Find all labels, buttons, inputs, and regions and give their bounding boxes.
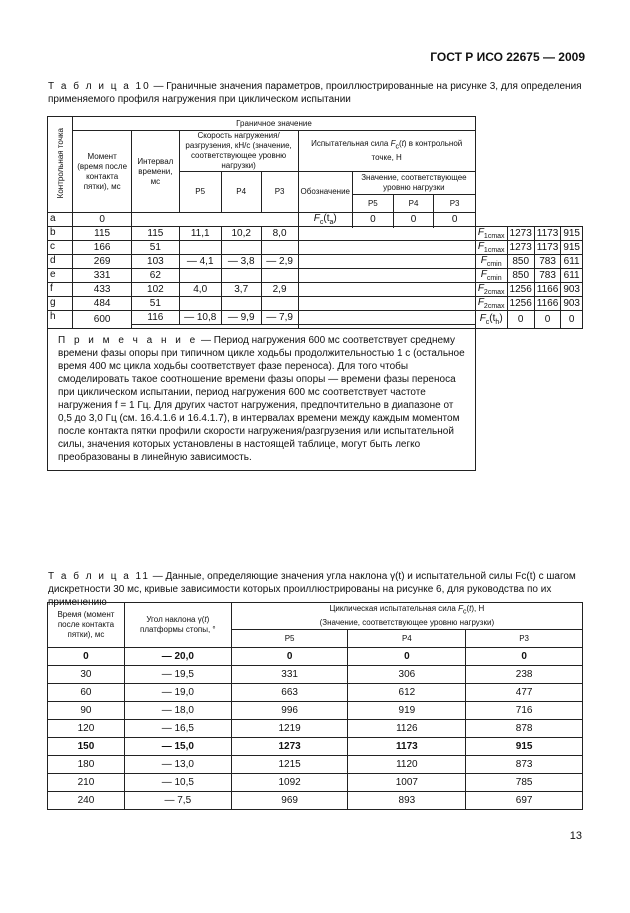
rate-p3-cell <box>261 269 298 283</box>
table-11 <box>47 602 583 810</box>
rate-p3: P3 <box>261 172 298 213</box>
force-p4-cell: 893 <box>348 792 466 810</box>
time-cell: 0 <box>48 648 125 666</box>
angle-cell: — 15,0 <box>124 738 231 756</box>
designation-cell: $F_c(t_a)$ <box>298 213 352 227</box>
rate-p5-cell <box>179 297 221 311</box>
value-p4-cell: 0 <box>534 311 561 329</box>
note-label: П р и м е ч а н и е <box>58 335 199 346</box>
interval-cell: 51 <box>132 297 180 311</box>
rate-p4-cell <box>221 297 261 311</box>
designation-cell: $F_{1cmax}$ <box>475 241 507 255</box>
table-row <box>48 213 583 227</box>
designation-cell: $F_{cmin}$ <box>475 255 507 269</box>
col-values: Значение, соответствующее уровню нагрузки <box>353 172 476 195</box>
table11-label: Т а б л и ц а 11 <box>48 571 150 582</box>
moment-cell: 115 <box>73 227 132 241</box>
rate-p3-cell <box>261 241 298 255</box>
force-p4-cell: 306 <box>348 666 466 684</box>
rate-p5-cell: — 4,1 <box>179 255 221 269</box>
force-p5-cell: 1215 <box>231 756 348 774</box>
value-p3-cell: 611 <box>561 269 583 283</box>
rate-p4-cell <box>221 241 261 255</box>
angle-cell: — 18,0 <box>124 702 231 720</box>
designation-cell: $F_{cmin}$ <box>475 269 507 283</box>
rate-p5-cell <box>179 241 221 255</box>
value-p5-cell: 1256 <box>507 283 534 297</box>
value-p4-cell: 783 <box>534 269 561 283</box>
empty-cell <box>298 227 475 241</box>
force-p4: P4 <box>393 195 434 213</box>
value-p4-cell: 1173 <box>534 227 561 241</box>
force-p3: P3 <box>434 195 475 213</box>
rate-p4: P4 <box>221 172 261 213</box>
interval-cell: 62 <box>132 269 180 283</box>
table11-title: — Данные, определяющие значения угла наклона γ(t) и испытательной силы Fc(t) с шагом дискретности 30 мс, кривые зависимости которых проиллюстрированы на рисунке 6, для руководства по их применению <box>48 571 576 608</box>
time-cell: 240 <box>48 792 125 810</box>
level-p4: P4 <box>348 630 466 648</box>
force-p3-cell: 697 <box>466 792 583 810</box>
value-p4-cell: 0 <box>393 213 434 227</box>
angle-cell: — 19,5 <box>124 666 231 684</box>
value-p3-cell: 611 <box>561 255 583 269</box>
value-p3-cell: 903 <box>561 283 583 297</box>
table10-label: Т а б л и ц а 10 <box>48 81 151 92</box>
table-row <box>48 738 583 756</box>
table10-caption <box>48 80 584 106</box>
empty-cell <box>298 241 475 255</box>
col-moment: Момент (время после контакта пятки), мс <box>73 131 132 213</box>
value-p5-cell: 0 <box>507 311 534 329</box>
designation-cell: $F_{2cmax}$ <box>475 297 507 311</box>
value-p3-cell: 0 <box>561 311 583 329</box>
moment-cell: 166 <box>73 241 132 255</box>
table-row <box>48 720 583 738</box>
force-p3-cell: 873 <box>466 756 583 774</box>
col-rate: Скорость нагружения/разгрузения, кН/с (значение, соответствующее уровню нагрузки) <box>179 131 298 172</box>
force-p3-cell: 878 <box>466 720 583 738</box>
moment-cell: 331 <box>73 269 132 283</box>
level-p5: P5 <box>231 630 348 648</box>
rate-p3-cell: 8,0 <box>261 227 298 241</box>
rate-p4-cell: 3,7 <box>221 283 261 297</box>
table-row <box>48 269 583 283</box>
col-time: Время (момент после контакта пятки), мс <box>48 603 125 648</box>
table-row <box>48 227 583 241</box>
moment-cell: 0 <box>73 213 132 227</box>
force-p5-cell: 1092 <box>231 774 348 792</box>
force-p5-cell: 663 <box>231 684 348 702</box>
value-p5-cell: 1273 <box>507 227 534 241</box>
interval-cell: 115 <box>132 227 180 241</box>
table-row <box>48 774 583 792</box>
force-p3-cell: 0 <box>466 648 583 666</box>
table-10 <box>47 116 583 471</box>
col-limit-value: Граничное значение <box>73 117 476 131</box>
moment-cell: 433 <box>73 283 132 297</box>
point-cell: a <box>48 213 73 227</box>
point-cell: c <box>48 241 73 255</box>
force-p5-cell: 331 <box>231 666 348 684</box>
rate-p3-cell: — 7,9 <box>261 311 298 325</box>
table-row <box>48 702 583 720</box>
point-cell: b <box>48 227 73 241</box>
value-p4-cell: 1173 <box>534 241 561 255</box>
time-cell: 90 <box>48 702 125 720</box>
col-angle: Угол наклона γ(t) платформы стопы, ° <box>124 603 231 648</box>
force-p3-cell: 915 <box>466 738 583 756</box>
value-p5-cell: 850 <box>507 269 534 283</box>
value-p4-cell: 1166 <box>534 297 561 311</box>
time-cell: 210 <box>48 774 125 792</box>
interval-cell: 116 <box>132 311 180 325</box>
force-p5-cell: 1219 <box>231 720 348 738</box>
rate-p4-cell <box>221 269 261 283</box>
table-row <box>48 241 583 255</box>
time-cell: 30 <box>48 666 125 684</box>
force-p4-cell: 919 <box>348 702 466 720</box>
designation-cell: $F_{2cmax}$ <box>475 283 507 297</box>
rate-p5-cell <box>179 269 221 283</box>
force-p3-cell: 785 <box>466 774 583 792</box>
col-control-point: Контрольная точка <box>48 117 73 213</box>
force-p5: P5 <box>353 195 394 213</box>
force-p4-cell: 1126 <box>348 720 466 738</box>
value-p5-cell: 1256 <box>507 297 534 311</box>
rate-p5: P5 <box>179 172 221 213</box>
table-row <box>48 311 583 325</box>
point-cell: f <box>48 283 73 297</box>
angle-cell: — 7,5 <box>124 792 231 810</box>
empty-cell <box>132 213 298 227</box>
table10-title: — Граничные значения параметров, проиллюстрированные на рисунке 3, для определения применяемого профиля нагружения при циклическом испытании <box>48 81 582 105</box>
force-p3-cell: 238 <box>466 666 583 684</box>
point-cell: e <box>48 269 73 283</box>
rate-p4-cell: — 9,9 <box>221 311 261 325</box>
value-p3-cell: 903 <box>561 297 583 311</box>
document-header: ГОСТ Р ИСО 22675 — 2009 <box>430 50 585 64</box>
force-p4-cell: 0 <box>348 648 466 666</box>
force-p5-cell: 0 <box>231 648 348 666</box>
value-p5-cell: 1273 <box>507 241 534 255</box>
table-row <box>48 255 583 269</box>
rate-p4-cell: — 3,8 <box>221 255 261 269</box>
level-p3: P3 <box>466 630 583 648</box>
rate-p5-cell: — 10,8 <box>179 311 221 325</box>
col-force: Испытательная сила $F_c(t)$ в контрольной точке, Н <box>298 131 475 172</box>
col-cyclic-force: Циклическая испытательная сила $F_c(t)$, Н (Значение, соответствующее уровню нагрузки) <box>231 603 582 630</box>
point-cell: d <box>48 255 73 269</box>
note-text: — Период нагружения 600 мс соответствует среднему времени фазы опоры при типичном цикле ходьбы продолжительностью 1 с (остальное время 400 мс цикла ходьбы соответствует фазе переноса). Для того чтобы смоделировать такое соотношение времени фазы опоры — времени фазы переноса при циклическом испытании, период нагружения 600 мс соответствует частоте нагружения f = 1 Гц. Для других частот нагружения, предпочтительно в диапазоне от 0,5 до 3,0 Гц (см. 16.4.1.6 и 16.4.1.7), в интервалах времени между каждым моментом после контакта пятки профили скорости нагружения/разгрузения или испытательной силы, значения которых установлены в настоящей таблице, могут быть легко преобразованы в линейную зависимость. <box>58 335 465 463</box>
value-p3-cell: 915 <box>561 227 583 241</box>
interval-cell: 102 <box>132 283 180 297</box>
table-row <box>48 283 583 297</box>
empty-cell <box>298 283 475 297</box>
value-p3-cell: 915 <box>561 241 583 255</box>
angle-cell: — 20,0 <box>124 648 231 666</box>
time-cell: 60 <box>48 684 125 702</box>
force-p5-cell: 969 <box>231 792 348 810</box>
table-row <box>48 756 583 774</box>
time-cell: 180 <box>48 756 125 774</box>
table-row <box>48 684 583 702</box>
empty-cell <box>298 255 475 269</box>
empty-cell <box>298 311 475 325</box>
value-p3-cell: 0 <box>434 213 475 227</box>
moment-cell: 484 <box>73 297 132 311</box>
empty-cell <box>298 297 475 311</box>
interval-cell: 51 <box>132 241 180 255</box>
rate-p3-cell: — 2,9 <box>261 255 298 269</box>
force-p4-cell: 1120 <box>348 756 466 774</box>
empty-cell <box>298 269 475 283</box>
angle-cell: — 19,0 <box>124 684 231 702</box>
col-interval: Интервал времени, мс <box>132 131 180 213</box>
force-p5-cell: 1273 <box>231 738 348 756</box>
designation-cell: $F_{1cmax}$ <box>475 227 507 241</box>
designation-cell: $F_c(t_h)$ <box>475 311 507 329</box>
moment-cell: 269 <box>73 255 132 269</box>
table-row <box>48 297 583 311</box>
rate-p3-cell <box>261 297 298 311</box>
table10-note <box>48 329 476 471</box>
angle-cell: — 10,5 <box>124 774 231 792</box>
time-cell: 120 <box>48 720 125 738</box>
point-cell: g <box>48 297 73 311</box>
point-cell: h <box>48 311 73 329</box>
rate-p4-cell: 10,2 <box>221 227 261 241</box>
angle-cell: — 13,0 <box>124 756 231 774</box>
force-p4-cell: 1173 <box>348 738 466 756</box>
table-row <box>48 792 583 810</box>
moment-cell: 600 <box>73 311 132 329</box>
force-p4-cell: 612 <box>348 684 466 702</box>
table-row <box>48 666 583 684</box>
force-p5-cell: 996 <box>231 702 348 720</box>
value-p4-cell: 783 <box>534 255 561 269</box>
col-designation: Обозначение <box>298 172 352 213</box>
angle-cell: — 16,5 <box>124 720 231 738</box>
force-p4-cell: 1007 <box>348 774 466 792</box>
rate-p3-cell: 2,9 <box>261 283 298 297</box>
rate-p5-cell: 4,0 <box>179 283 221 297</box>
rate-p5-cell: 11,1 <box>179 227 221 241</box>
page-number: 13 <box>569 830 582 842</box>
force-p3-cell: 716 <box>466 702 583 720</box>
value-p5-cell: 0 <box>353 213 394 227</box>
interval-cell: 103 <box>132 255 180 269</box>
value-p4-cell: 1166 <box>534 283 561 297</box>
value-p5-cell: 850 <box>507 255 534 269</box>
time-cell: 150 <box>48 738 125 756</box>
force-p3-cell: 477 <box>466 684 583 702</box>
table-row <box>48 648 583 666</box>
